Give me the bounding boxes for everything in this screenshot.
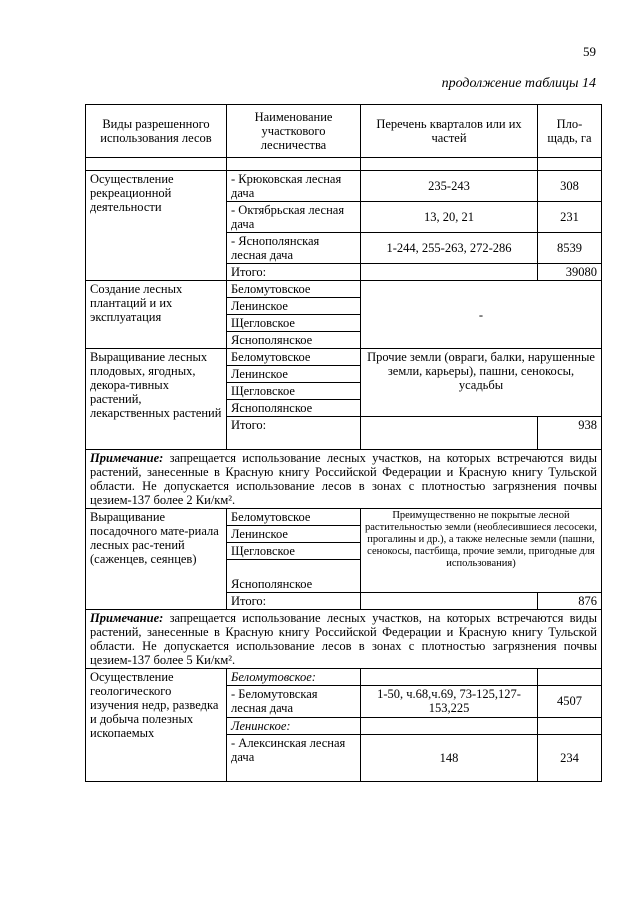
subheading-cell: Ленинское:	[227, 717, 361, 734]
forestry-cell: Ленинское	[227, 298, 361, 315]
header-area: Пло-щадь, га	[538, 105, 602, 158]
empty-cell	[361, 417, 538, 450]
table-row	[86, 669, 602, 686]
use-type-cell: Создание лесных плантаций и их эксплуатация	[86, 281, 227, 349]
use-type-cell: Выращивание посадочного мате-риала лесных рас-тений (саженцев, сеянцев)	[86, 509, 227, 610]
total-value: 876	[538, 593, 602, 610]
forestry-cell: - Крюковская лесная дача	[227, 171, 361, 202]
quarters-cell: 13, 20, 21	[361, 202, 538, 233]
total-label: Итого:	[227, 264, 361, 281]
note-cell	[86, 450, 602, 509]
table-row	[86, 509, 602, 526]
empty-cell	[361, 669, 538, 686]
total-value: 39080	[538, 264, 602, 281]
quarters-cell: 148	[361, 735, 538, 782]
forestry-cell: Ленинское	[227, 366, 361, 383]
forestry-cell: Беломутовское	[227, 281, 361, 298]
quarters-cell: Прочие земли (овраги, балки, нарушенные земли, карьеры), пашни, сенокосы, усадьбы	[361, 349, 602, 417]
table-row	[86, 171, 602, 202]
use-type-cell: Осуществление геологического изучения недр, разведка и добыча полезных ископаемых	[86, 669, 227, 782]
forestry-cell: - Беломутовская лесная дача	[227, 686, 361, 717]
note-label: Примечание:	[90, 451, 164, 465]
forestry-cell: Беломутовское	[227, 509, 361, 526]
note-label: Примечание:	[90, 611, 164, 625]
empty-cell	[361, 264, 538, 281]
page-number: 59	[583, 44, 596, 59]
note-row	[86, 450, 602, 509]
quarters-cell: Преимущественно не покрытые лесной растительностью земли (необлесившиеся лесосеки, прогалины и др.), а также нелесные земли (пашни, сенокосы, пастбища, прочие земли, пригодные для использования)	[361, 509, 602, 593]
forestry-cell: Яснополянское	[227, 332, 361, 349]
note-text: запрещается использование лесных участков, на которых встречаются виды растений, занесенные в Красную книгу Российской Федерации и Красную книгу Тульской области. Не допускается использование лесов в зонах с плотностью загрязнения почвы цезием-137 более 5 Ки/км².	[90, 611, 597, 667]
empty-cell	[361, 717, 538, 734]
forestry-cell: Ленинское	[227, 526, 361, 543]
quarters-cell: -	[361, 281, 602, 349]
forestry-cell: Яснополянское	[227, 400, 361, 417]
header-row	[86, 105, 602, 158]
spacer-row	[86, 158, 602, 171]
note-cell	[86, 610, 602, 669]
empty-cell	[361, 593, 538, 610]
quarters-cell: 235-243	[361, 171, 538, 202]
use-type-cell: Выращивание лесных плодовых, ягодных, декора-тивных растений, лекарственных растений	[86, 349, 227, 450]
forestry-cell: Яснополянское	[227, 560, 361, 593]
empty-cell	[538, 717, 602, 734]
use-type-cell: Осуществление рекреационной деятельности	[86, 171, 227, 281]
forestry-cell: - Яснополянская лесная дача	[227, 233, 361, 264]
forestry-cell: Щегловское	[227, 543, 361, 560]
table-row	[86, 281, 602, 298]
forestry-cell: Щегловское	[227, 383, 361, 400]
total-label: Итого:	[227, 593, 361, 610]
note-text: запрещается использование лесных участков, на которых встречаются виды растений, занесенные в Красную книгу Российской Федерации и Красную книгу Тульской области. Не допускается использование лесов в зонах с плотностью загрязнения почвы цезием-137 более 2 Ки/км².	[90, 451, 597, 507]
area-cell: 234	[538, 735, 602, 782]
area-cell: 231	[538, 202, 602, 233]
forestry-cell: - Октябрьская лесная дача	[227, 202, 361, 233]
subheading-cell: Беломутовское:	[227, 669, 361, 686]
forestry-cell: Щегловское	[227, 315, 361, 332]
quarters-cell: 1-244, 255-263, 272-286	[361, 233, 538, 264]
header-use-type: Виды разрешенного использования лесов	[86, 105, 227, 158]
forestry-cell: Беломутовское	[227, 349, 361, 366]
header-forestry-name: Наименование участкового лесничества	[227, 105, 361, 158]
table-row	[86, 349, 602, 366]
continuation-caption: продолжение таблицы 14	[441, 76, 596, 91]
note-row	[86, 610, 602, 669]
quarters-cell: 1-50, ч.68,ч.69, 73-125,127-153,225	[361, 686, 538, 717]
area-cell: 8539	[538, 233, 602, 264]
empty-cell	[538, 669, 602, 686]
total-label: Итого:	[227, 417, 361, 450]
total-value: 938	[538, 417, 602, 450]
area-cell: 4507	[538, 686, 602, 717]
forestry-cell: - Алексинская лесная дача	[227, 735, 361, 782]
forest-use-table	[85, 104, 602, 782]
area-cell: 308	[538, 171, 602, 202]
header-quarters: Перечень кварталов или их частей	[361, 105, 538, 158]
